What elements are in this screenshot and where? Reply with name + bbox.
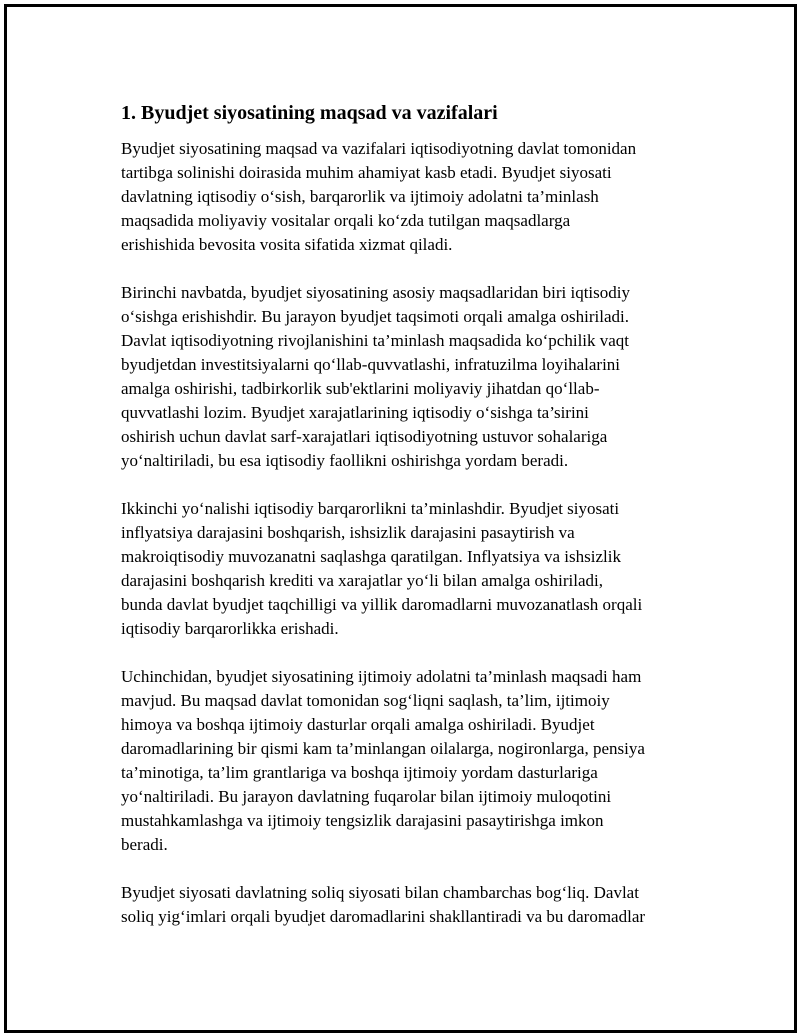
paragraph-economic-growth: Birinchi navbatda, byudjet siyosatining asosiy maqsadlaridan biri iqtisodiy o‘sishga erishishdir. Bu jarayon byudjet taqsimoti orqali amalga oshiriladi. Davlat iqtisodiyotning rivojlanishini ta’minlash maqsadida ko‘pchilik vaqt byudjetdan investitsiyalarni qo‘llab-quvvatlashi, infratuzilma loyihalarini amalga oshirishi, tadbirkorlik sub'ektlarini moliyaviy jihatdan qo‘llab- quvvatlashi lozim. Byudjet xarajatlarining iqtisodiy o‘sishga ta’sirini oshirish uchun davlat sarf-xarajatlari iqtisodiyotning ustuvor sohalariga yo‘naltiriladi, bu esa iqtisodiy faollikni oshirishga yordam beradi. [121,283,630,470]
paragraph-social-justice: Uchinchidan, byudjet siyosatining ijtimoiy adolatni ta’minlash maqsadi ham mavjud. Bu maqsad davlat tomonidan sog‘liqni saqlash, ta’lim, ijtimoiy himoya va boshqa ijtimoiy dasturlar orqali amalga oshiriladi. Byudjet daromadlarining bir qismi kam ta’minlangan oilalarga, nogironlarga, pensiya ta’minotiga, ta’lim grantlariga va boshqa ijtimoiy yordam dasturlariga yo‘naltiriladi. Bu jarayon davlatning fuqarolar bilan ijtimoiy muloqotini mustahkamlashga va ijtimoiy tengsizlik darajasini pasaytirishga imkon beradi. [121,667,645,854]
paragraph-tax-policy: Byudjet siyosati davlatning soliq siyosati bilan chambarchas bog‘liq. Davlat soliq yig‘imlari orqali byudjet daromadlarini shakllantiradi va bu daromadlar [121,883,646,926]
paragraph-economic-stability: Ikkinchi yo‘nalishi iqtisodiy barqarorlikni ta’minlashdir. Byudjet siyosati inflyatsiya darajasini boshqarish, ishsizlik darajasini pasaytirish va makroiqtisodiy muvozanatni saqlashga qaratilgan. Inflyatsiya va ishsizlik darajasini boshqarish krediti va xarajatlar yo‘li bilan amalga oshiriladi, bunda davlat byudjet taqchilligi va yillik daromadlarni muvozanatlash orqali iqtisodiy barqarorlikka erishadi. [121,499,643,638]
document-body [121,101,701,953]
page-frame [4,4,797,1033]
paragraph-intro: Byudjet siyosatining maqsad va vazifalari iqtisodiyotning davlat tomonidan tartibga solinishi doirasida muhim ahamiyat kasb etadi. Byudjet siyosati davlatning iqtisodiy o‘sish, barqarorlik va ijtimoiy adolatni ta’minlash maqsadida moliyaviy vositalar orqali ko‘zda tutilgan maqsadlarga erishishida bevosita vosita sifatida xizmat qiladi. [121,139,637,254]
section-heading: 1. Byudjet siyosatining maqsad va vazifalari [121,102,498,124]
